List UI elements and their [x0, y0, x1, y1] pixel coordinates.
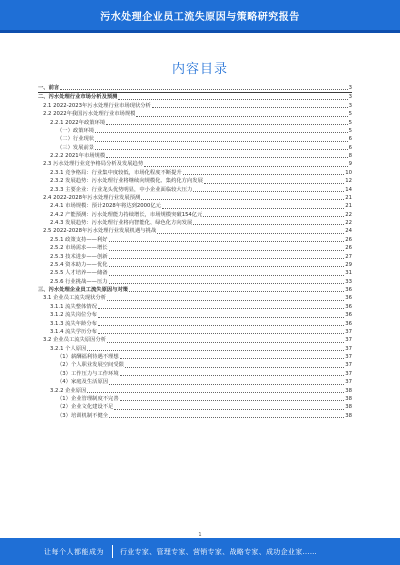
- footer-slogan: 让每个人都能成为: [44, 548, 104, 556]
- toc-entry-label: 2.3.3 主要企业：行业龙头优势明显，中小企业面临较大压力: [50, 186, 193, 193]
- toc-entry-label: 一、前言: [38, 85, 60, 91]
- toc-leader-dots: [107, 300, 344, 301]
- toc-heading: 内容目录: [171, 62, 228, 77]
- toc-entry-label: 2.3.1 竞争格局：行业集中度较低，市场化程度不断提升: [50, 169, 182, 176]
- toc-entry-page: 27: [345, 253, 352, 260]
- toc-leader-dots: [107, 342, 344, 343]
- toc-leader-dots: [87, 392, 344, 393]
- toc-entry[interactable]: [38, 286, 352, 294]
- toc-entry[interactable]: [38, 227, 352, 235]
- toc-entry-page: 38: [345, 387, 352, 394]
- toc-entry-page: 10: [345, 169, 352, 176]
- toc-entry-page: 33: [345, 278, 352, 285]
- header-bar: [0, 0, 400, 30]
- toc-leader-dots: [109, 241, 345, 242]
- toc-entry-label: 3.1.3 流失年龄分布: [50, 320, 97, 327]
- toc-entry-page: 38: [345, 404, 352, 411]
- toc-leader-dots: [120, 375, 345, 376]
- toc-entry-page: 14: [345, 186, 352, 193]
- toc-leader-dots: [203, 216, 344, 217]
- toc-leader-dots: [109, 283, 345, 284]
- toc-leader-dots: [95, 141, 348, 142]
- toc-entry-label: 2.4 2022-2028年污水处理行业发展预测: [43, 194, 141, 201]
- toc-leader-dots: [183, 174, 345, 175]
- toc-entry[interactable]: [38, 211, 352, 219]
- toc-entry-page: 38: [345, 395, 352, 402]
- toc-entry[interactable]: [38, 269, 352, 277]
- toc-entry-label: （2）企业文化建设不足: [57, 404, 114, 411]
- toc-leader-dots: [125, 367, 344, 368]
- toc-entry[interactable]: [38, 353, 352, 361]
- toc-entry-label: （3）工作压力与工作环境: [57, 370, 119, 377]
- toc-entry[interactable]: [38, 294, 352, 302]
- toc-leader-dots: [109, 384, 344, 385]
- toc-entry[interactable]: [38, 387, 352, 395]
- toc-entry-label: 3.1.1 流失整体情况: [50, 303, 97, 310]
- toc-entry-page: 26: [345, 245, 352, 252]
- toc-leader-dots: [118, 99, 347, 100]
- toc-entry-label: （三）发展前景: [57, 144, 95, 151]
- toc-entry-page: 12: [345, 178, 352, 185]
- toc-leader-dots: [129, 291, 344, 292]
- toc-entry[interactable]: [38, 169, 352, 177]
- toc-entry[interactable]: [38, 186, 352, 194]
- toc-entry-page: 6: [348, 136, 352, 143]
- toc-entry-page: 6: [348, 144, 352, 151]
- toc-entry[interactable]: [38, 119, 352, 127]
- toc-entry[interactable]: [38, 361, 352, 369]
- toc-entry[interactable]: [38, 202, 352, 210]
- toc-entry-page: 37: [345, 379, 352, 386]
- toc-leader-dots: [95, 149, 348, 150]
- toc-entry-page: 37: [345, 370, 352, 377]
- toc-entry-page: 29: [345, 261, 352, 268]
- toc-entry[interactable]: [38, 278, 352, 286]
- toc-entry-label: 2.2.2 2021年市场规模: [50, 153, 106, 159]
- toc-entry-label: 2.5.3 技术进步——创新: [50, 253, 108, 260]
- toc-entry-page: 22: [345, 220, 352, 226]
- toc-leader-dots: [162, 208, 344, 209]
- header-stripe: [0, 30, 400, 33]
- toc-entry-page: 36: [345, 320, 352, 327]
- toc-leader-dots: [109, 417, 344, 418]
- toc-entry-page: 24: [345, 228, 352, 235]
- page-number: 1: [198, 532, 202, 538]
- toc-entry[interactable]: [38, 219, 352, 227]
- toc-entry-page: 5: [348, 127, 352, 134]
- toc-entry-label: 2.5 2022-2028年污水处理行业发展机遇与挑战: [43, 228, 157, 235]
- toc-entry-label: 2.2.1 2022年政策环境: [50, 119, 106, 126]
- toc-entry-label: 2.3.2 发展趋势：污水处理行业将继续向规模化、集约化方向发展: [50, 178, 203, 185]
- toc-entry-label: （1）企业管理制度不完善: [57, 395, 119, 402]
- toc-entry-page: 31: [345, 270, 352, 277]
- toc-entry[interactable]: [38, 403, 352, 411]
- toc-entry[interactable]: [38, 194, 352, 202]
- toc-leader-dots: [98, 325, 344, 326]
- toc-entry-page: 21: [345, 203, 352, 210]
- toc-entry[interactable]: [38, 253, 352, 261]
- toc-entry-page: 5: [348, 111, 352, 118]
- toc-entry-page: 37: [345, 354, 352, 360]
- footer-divider: [112, 545, 113, 558]
- toc-entry-label: 2.5.1 政策支持——利好: [50, 236, 108, 243]
- toc-entry-page: 37: [345, 362, 352, 369]
- toc-entry-label: 3.2.2 企业原因: [50, 387, 87, 394]
- toc-entry-page: 8: [348, 153, 352, 159]
- toc-entry-label: 2.4.2 产能预测：污水处理能力持续增长，市场规模突破154亿元: [50, 211, 203, 218]
- toc-leader-dots: [87, 350, 344, 351]
- toc-entry[interactable]: [38, 378, 352, 386]
- toc-entry-label: 2.4.1 市场规模：预计2028年将达到2000亿元: [50, 203, 161, 210]
- toc-entry[interactable]: [38, 236, 352, 244]
- toc-leader-dots: [109, 250, 345, 251]
- toc-entry-label: 2.5.5 人才培养——储备: [50, 270, 108, 277]
- toc-entry-label: 3.1.4 流失学历分布: [50, 328, 97, 335]
- toc-entry-label: 2.5.4 资本助力——优化: [50, 261, 108, 268]
- toc-entry[interactable]: [38, 370, 352, 378]
- toc-entry-page: 36: [345, 312, 352, 319]
- toc-entry[interactable]: [38, 345, 352, 353]
- toc-entry[interactable]: [38, 261, 352, 269]
- toc-entry-label: 3.1.2 流失岗位分布: [50, 312, 97, 319]
- toc-entry[interactable]: [38, 395, 352, 403]
- toc-entry[interactable]: [38, 328, 352, 336]
- table-of-contents: [38, 84, 352, 420]
- toc-entry-page: 3: [348, 94, 352, 101]
- toc-entry-label: （1）薪酬福利待遇不理想: [57, 354, 119, 360]
- toc-entry[interactable]: [38, 135, 352, 143]
- toc-leader-dots: [109, 275, 345, 276]
- toc-entry[interactable]: [38, 336, 352, 344]
- toc-leader-dots: [98, 308, 344, 309]
- toc-entry-label: 2.4.3 发展趋势：污水处理行业将向智能化、绿色化方向发展: [50, 220, 193, 226]
- toc-entry-page: 3: [348, 102, 352, 109]
- toc-entry[interactable]: [38, 110, 352, 118]
- toc-entry-label: 2.2 2022年我国污水处理行业市场规模: [43, 111, 136, 118]
- toc-leader-dots: [144, 166, 347, 167]
- toc-leader-dots: [109, 258, 345, 259]
- toc-entry-page: 36: [345, 303, 352, 310]
- toc-entry[interactable]: [38, 84, 352, 92]
- toc-entry[interactable]: [38, 311, 352, 319]
- toc-entry-page: 36: [345, 295, 352, 302]
- toc-entry-page: 9: [348, 161, 352, 168]
- toc-leader-dots: [95, 132, 348, 133]
- toc-entry-label: 二、污水处理行业市场分析及预测: [38, 94, 118, 101]
- toc-entry-page: 3: [348, 85, 352, 91]
- toc-leader-dots: [114, 409, 344, 410]
- toc-entry-label: （2）个人职业发展空间受限: [57, 362, 124, 369]
- toc-leader-dots: [60, 89, 347, 90]
- footer-tagline: 行业专家、管理专家、营销专家、战略专家、成功企业家……: [120, 548, 318, 556]
- toc-entry[interactable]: [38, 160, 352, 168]
- toc-entry[interactable]: [38, 152, 352, 160]
- toc-entry[interactable]: [38, 102, 352, 110]
- toc-entry[interactable]: [38, 320, 352, 328]
- toc-entry-label: 2.1 2022-2023年污水处理行业市场现状分析: [43, 102, 151, 109]
- toc-leader-dots: [141, 199, 344, 200]
- toc-leader-dots: [204, 183, 344, 184]
- toc-entry-page: 37: [345, 337, 352, 344]
- toc-entry[interactable]: [38, 412, 352, 420]
- toc-leader-dots: [98, 333, 344, 334]
- toc-entry-label: 2.5.6 行业挑战——压力: [50, 278, 108, 285]
- toc-entry-page: 38: [345, 412, 352, 419]
- toc-leader-dots: [109, 266, 345, 267]
- footer-bar: [0, 538, 400, 565]
- toc-entry[interactable]: [38, 303, 352, 311]
- toc-entry[interactable]: [38, 144, 352, 152]
- toc-leader-dots: [136, 116, 347, 117]
- toc-entry-label: （3）培训机制不健全: [57, 412, 109, 419]
- toc-leader-dots: [152, 107, 348, 108]
- toc-entry[interactable]: [38, 177, 352, 185]
- toc-entry[interactable]: [38, 93, 352, 101]
- toc-entry[interactable]: [38, 127, 352, 135]
- toc-entry-page: 37: [345, 345, 352, 352]
- toc-leader-dots: [193, 224, 344, 225]
- toc-leader-dots: [120, 400, 345, 401]
- toc-entry-label: （二）行业现状: [57, 136, 95, 143]
- toc-entry-page: 5: [348, 119, 352, 126]
- toc-entry-page: 22: [345, 211, 352, 218]
- toc-entry-label: 3.1 企业员工流失现状分析: [43, 295, 107, 302]
- report-title: 污水处理企业员工流失原因与策略研究报告: [100, 12, 300, 23]
- toc-leader-dots: [193, 191, 344, 192]
- toc-leader-dots: [106, 124, 347, 125]
- toc-entry-label: 3.2.1 个人原因: [50, 345, 87, 352]
- toc-leader-dots: [157, 233, 344, 234]
- toc-entry-label: 3.2 企业员工流失原因分析: [43, 337, 107, 344]
- toc-leader-dots: [98, 317, 344, 318]
- toc-leader-dots: [120, 358, 345, 359]
- toc-entry-label: 2.3 污水处理行业竞争格局分析及发展趋势: [43, 161, 144, 168]
- toc-leader-dots: [106, 157, 347, 158]
- toc-entry[interactable]: [38, 244, 352, 252]
- toc-entry-page: 37: [345, 328, 352, 335]
- toc-entry-label: （4）家庭及生活原因: [57, 379, 109, 386]
- toc-entry-label: 三、污水处理企业员工流失原因与对策: [38, 287, 129, 293]
- toc-entry-label: 2.5.2 市场需求——增长: [50, 245, 108, 252]
- toc-entry-page: 21: [345, 194, 352, 201]
- toc-entry-label: （一）政策环境: [57, 127, 95, 134]
- toc-entry-page: 36: [345, 287, 352, 293]
- toc-entry-page: 26: [345, 236, 352, 243]
